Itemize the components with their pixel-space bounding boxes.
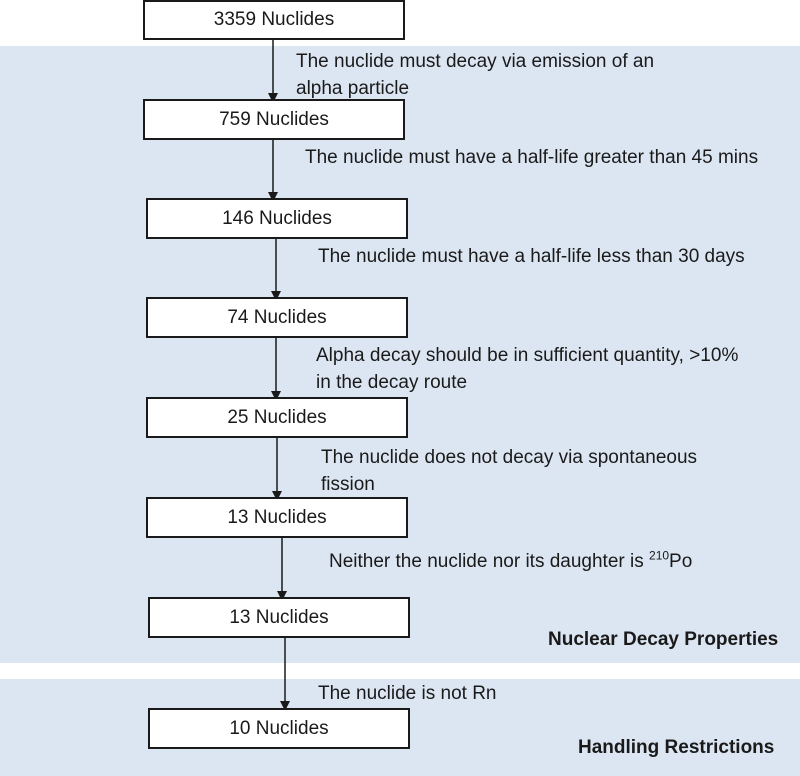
condition-not-po210-text: Neither the nuclide nor its daughter is <box>329 551 650 572</box>
condition-not-po210 <box>329 548 769 575</box>
condition-half-life-max: The nuclide must have a half-life less than 30 days <box>318 246 745 267</box>
box-3359-nuclides: 3359 Nuclides <box>143 0 405 40</box>
box-10-nuclides: 10 Nuclides <box>148 708 410 749</box>
condition-no-spontaneous-fission: The nuclide does not decay via spontaneous fission <box>321 447 698 495</box>
condition-half-life-min: The nuclide must have a half-life greater than 45 mins <box>305 147 759 168</box>
box-13-nuclides-a: 13 Nuclides <box>146 497 408 538</box>
box-759-nuclides: 759 Nuclides <box>143 99 405 140</box>
isotope-symbol: Po <box>669 551 693 572</box>
condition-alpha-quantity: Alpha decay should be in sufficient quantity, >10% in the decay route <box>316 345 739 393</box>
box-13-nuclides-b: 13 Nuclides <box>148 597 410 638</box>
condition-not-rn: The nuclide is not Rn <box>318 683 497 704</box>
isotope-mass-number: 210 <box>649 548 670 563</box>
box-74-nuclides: 74 Nuclides <box>146 297 408 338</box>
condition-alpha-emission: The nuclide must decay via emission of an alpha particle <box>296 51 655 99</box>
panel-title-nuclear-decay: Nuclear Decay Properties <box>548 629 779 650</box>
box-146-nuclides: 146 Nuclides <box>146 198 408 239</box>
box-25-nuclides: 25 Nuclides <box>146 397 408 438</box>
panel-title-handling: Handling Restrictions <box>578 737 775 758</box>
